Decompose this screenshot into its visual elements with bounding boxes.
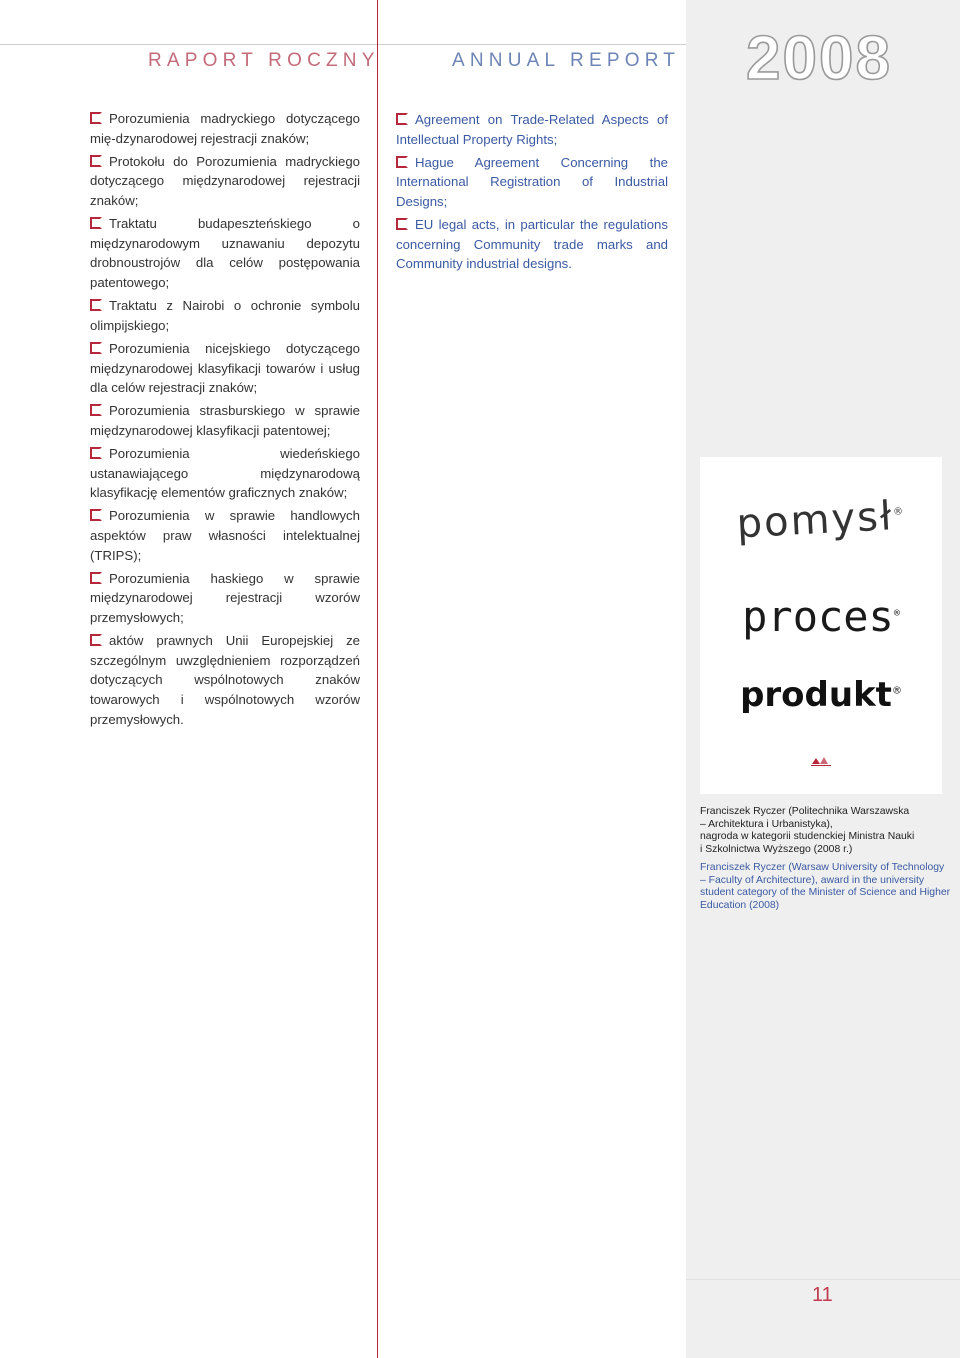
square-bullet-icon [90, 112, 102, 124]
list-item: Agreement on Trade-Related Aspects of Intellectual Property Rights; [396, 112, 668, 147]
logo-word-pomysl: pomysł® [735, 493, 906, 548]
square-bullet-icon [90, 509, 102, 521]
bottom-rule [686, 1279, 960, 1280]
list-item: Porozumienia strasburskiego w sprawie międzynarodowej klasyfikacji patentowej; [90, 403, 360, 438]
small-emblem-icon [810, 755, 832, 767]
caption-en: Franciszek Ryczer (Warsaw University of Technology – Faculty of Architecture), award in the university student category of the Minister of Science and Higher Education (2008) [700, 862, 951, 911]
list-item: Protokołu do Porozumienia madryckiego dotyczącego międzynarodowej rejestracji znaków; [90, 153, 360, 208]
square-bullet-icon [90, 447, 102, 459]
square-bullet-icon [396, 218, 408, 230]
list-item: Traktatu budapeszteńskiego o międzynarodowym uznawaniu depozytu drobnoustrojów dla celów postępowania patentowego; [90, 216, 360, 290]
list-item: Hague Agreement Concerning the International Registration of Industrial Designs; [396, 154, 668, 209]
square-bullet-icon [90, 155, 102, 167]
header-title-pl: RAPORT ROCZNY [148, 50, 380, 71]
header-title-en: ANNUAL REPORT [452, 50, 681, 71]
square-bullet-icon [90, 572, 102, 584]
award-logo-image [700, 457, 942, 794]
list-item: Porozumienia wiedeńskiego ustanawiającego międzynarodową klasyfikację elementów graficznych znaków; [90, 446, 360, 501]
caption-pl: Franciszek Ryczer (Politechnika Warszawska – Architektura i Urbanistyka), nagroda w kategorii studenckiej Ministra Nauki i Szkolnictwa Wyższego (2008 r.) [700, 806, 915, 855]
list-pl [90, 109, 360, 733]
list-item: aktów prawnych Unii Europejskiej ze szczególnym uwzględnieniem rozporządzeń dotyczących wspólnotowych znaków towarowych i wspólnotowych wzorów przemysłowych. [90, 633, 360, 727]
square-bullet-icon [90, 634, 102, 646]
square-bullet-icon [90, 404, 102, 416]
header-year: 2008 [746, 24, 892, 93]
top-rule [0, 44, 686, 45]
list-item: Porozumienia w sprawie handlowych aspektów praw własności intelektualnej (TRIPS); [90, 508, 360, 563]
list-en [396, 110, 668, 278]
list-item: Porozumienia nicejskiego dotyczącego międzynarodowej klasyfikacji towarów i usług dla celów rejestracji znaków; [90, 340, 360, 396]
list-item: Traktatu z Nairobi o ochronie symbolu olimpijskiego; [90, 298, 360, 333]
page-number: 11 [812, 1284, 833, 1306]
square-bullet-icon [396, 156, 408, 168]
list-item: EU legal acts, in particular the regulations concerning Community trade marks and Community industrial designs. [396, 217, 668, 272]
square-bullet-icon [90, 299, 102, 311]
square-bullet-icon [396, 113, 408, 125]
logo-word-proces: proces® [742, 592, 900, 641]
logo-word-produkt: produkt® [740, 675, 902, 715]
list-item: Porozumienia madryckiego dotyczącego mię-dzynarodowej rejestracji znaków; [90, 111, 360, 146]
square-bullet-icon [90, 342, 102, 354]
column-divider [377, 0, 378, 1358]
square-bullet-icon [90, 217, 102, 229]
list-item: Porozumienia haskiego w sprawie międzynarodowej rejestracji wzorów przemysłowych; [90, 570, 360, 625]
